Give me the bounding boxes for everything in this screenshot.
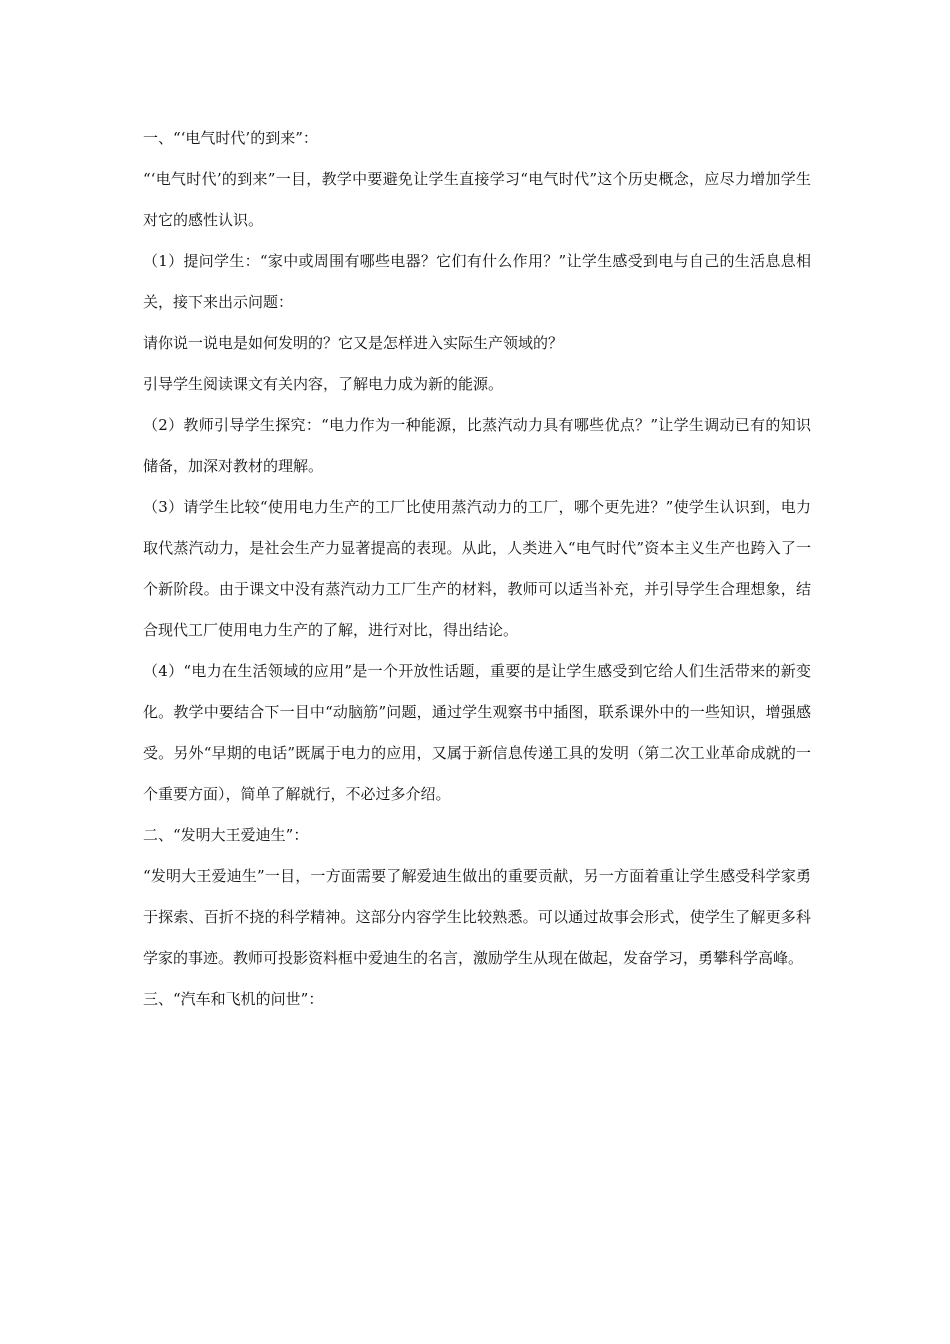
item-1-paragraph: （1）提问学生：“家中或周围有哪些电器？它们有什么作用？”让学生感受到电与自己的生活息息相关，接下来出示问题： [143,252,811,311]
item-4-paragraph: （4）“电力在生活领域的应用”是一个开放性话题，重要的是让学生感受到它给人们生活带来的新变化。教学中要结合下一目中“动脑筋”问题，通过学生观察书中插图，联系课外中的一些知识，增强感受。另外“早期的电话”既属于电力的应用，又属于新信息传递工具的发明（第二次工业革命成就的一个重要方面），简单了解就行，不必过多介绍。 [143,662,811,803]
document-page [143,118,811,1020]
item-3-paragraph: （3）请学生比较“使用电力生产的工厂比使用蒸汽动力的工厂，哪个更先进？”使学生认识到，电力取代蒸汽动力，是社会生产力显著提高的表现。从此，人类进入“电气时代”资本主义生产也跨入了一个新阶段。由于课文中没有蒸汽动力工厂生产的材料，教师可以适当补充，并引导学生合理想象，结合现代工厂使用电力生产的了解，进行对比，得出结论。 [143,498,811,639]
section-2-heading: 二、“发明大王爱迪生”： [143,826,309,844]
item-1-guide: 引导学生阅读课文有关内容，了解电力成为新的能源。 [143,375,504,393]
item-1-question: 请你说一说电是如何发明的？它又是怎样进入实际生产领域的？ [143,334,564,352]
section-1-heading: 一、“‘电气时代’的到来”： [143,129,318,147]
section-1-intro: “‘电气时代’的到来”一目，教学中要避免让学生直接学习“电气时代”这个历史概念，应尽力增加学生对它的感性认识。 [143,170,811,229]
section-2-body: “发明大王爱迪生”一目，一方面需要了解爱迪生做出的重要贡献，另一方面着重让学生感受科学家勇于探索、百折不挠的科学精神。这部分内容学生比较熟悉。可以通过故事会形式，使学生了解更多科学家的事迹。教师可投影资料框中爱迪生的名言，激励学生从现在做起，发奋学习，勇攀科学高峰。 [143,867,811,967]
item-2-paragraph: （2）教师引导学生探究：“电力作为一种能源，比蒸汽动力具有哪些优点？”让学生调动已有的知识储备，加深对教材的理解。 [143,416,811,475]
section-3-heading: 三、“汽车和飞机的问世”： [143,990,324,1008]
